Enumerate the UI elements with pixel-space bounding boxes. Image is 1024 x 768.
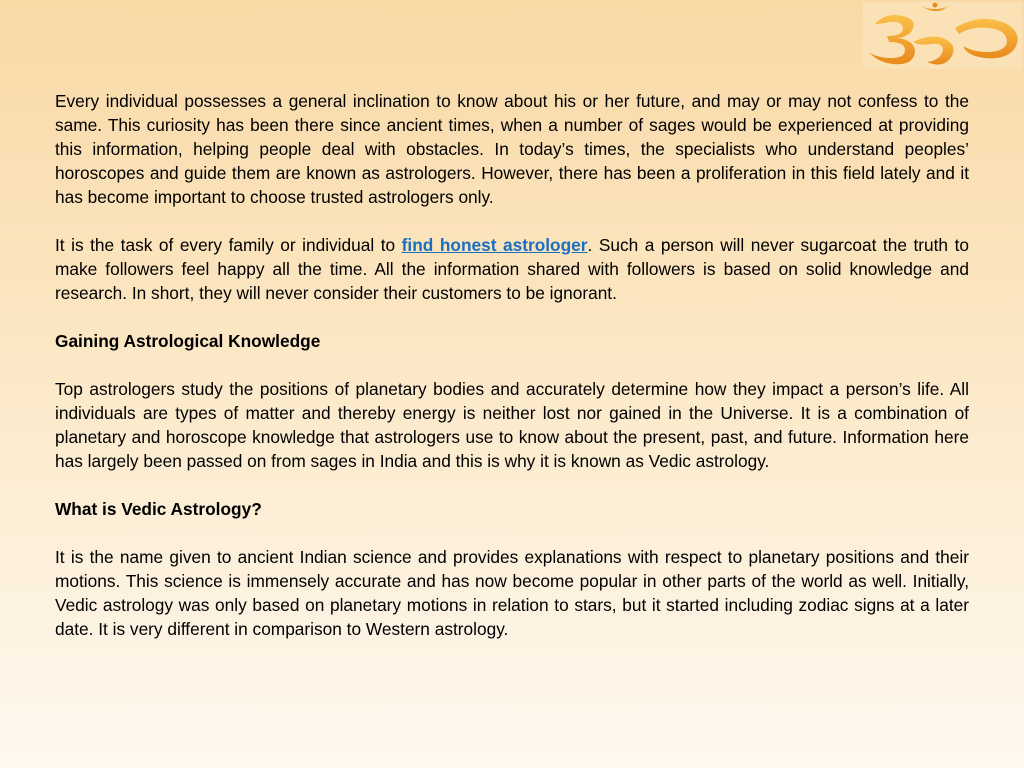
om-symbol-icon bbox=[863, 2, 1022, 69]
heading-vedic-astrology: What is Vedic Astrology? bbox=[55, 499, 262, 519]
heading-gaining-knowledge: Gaining Astrological Knowledge bbox=[55, 331, 321, 351]
paragraph-honest-astrologer bbox=[55, 233, 969, 305]
om-logo bbox=[863, 2, 1022, 69]
document-body bbox=[55, 89, 969, 665]
paragraph-text: . Such a person will never sugarcoat the truth to make followers feel happy all the time. All the information shared with followers is based on solid knowledge and research. In short, they will never consider their customers to be ignorant. bbox=[55, 235, 969, 303]
paragraph-vedic: It is the name given to ancient Indian science and provides explanations with respect to planetary positions and their motions. This science is immensely accurate and has now become popular in other parts of the world as well. Initially, Vedic astrology was only based on planetary motions in relation to stars, but it started including zodiac signs at a later date. It is very different in comparison to Western astrology. bbox=[55, 547, 969, 639]
paragraph-intro: Every individual possesses a general inclination to know about his or her future, and may or may not confess to the same. This curiosity has been there since ancient times, when a number of sages would be experienced at providing this information, helping people deal with obstacles. In today’s times, the specialists who understand peoples’ horoscopes and guide them are known as astrologers. However, there has been a proliferation in this field lately and it has become important to choose trusted astrologers only. bbox=[55, 91, 969, 207]
paragraph-knowledge: Top astrologers study the positions of planetary bodies and accurately determine how they impact a person’s life. All individuals are types of matter and thereby energy is neither lost nor gained in the Universe. It is a combination of planetary and horoscope knowledge that astrologers use to know about the present, past, and future. Information here has largely been passed on from sages in India and this is why it is known as Vedic astrology. bbox=[55, 379, 969, 471]
paragraph-text: It is the task of every family or individual to bbox=[55, 235, 402, 255]
find-honest-astrologer-link[interactable]: find honest astrologer bbox=[401, 235, 588, 255]
